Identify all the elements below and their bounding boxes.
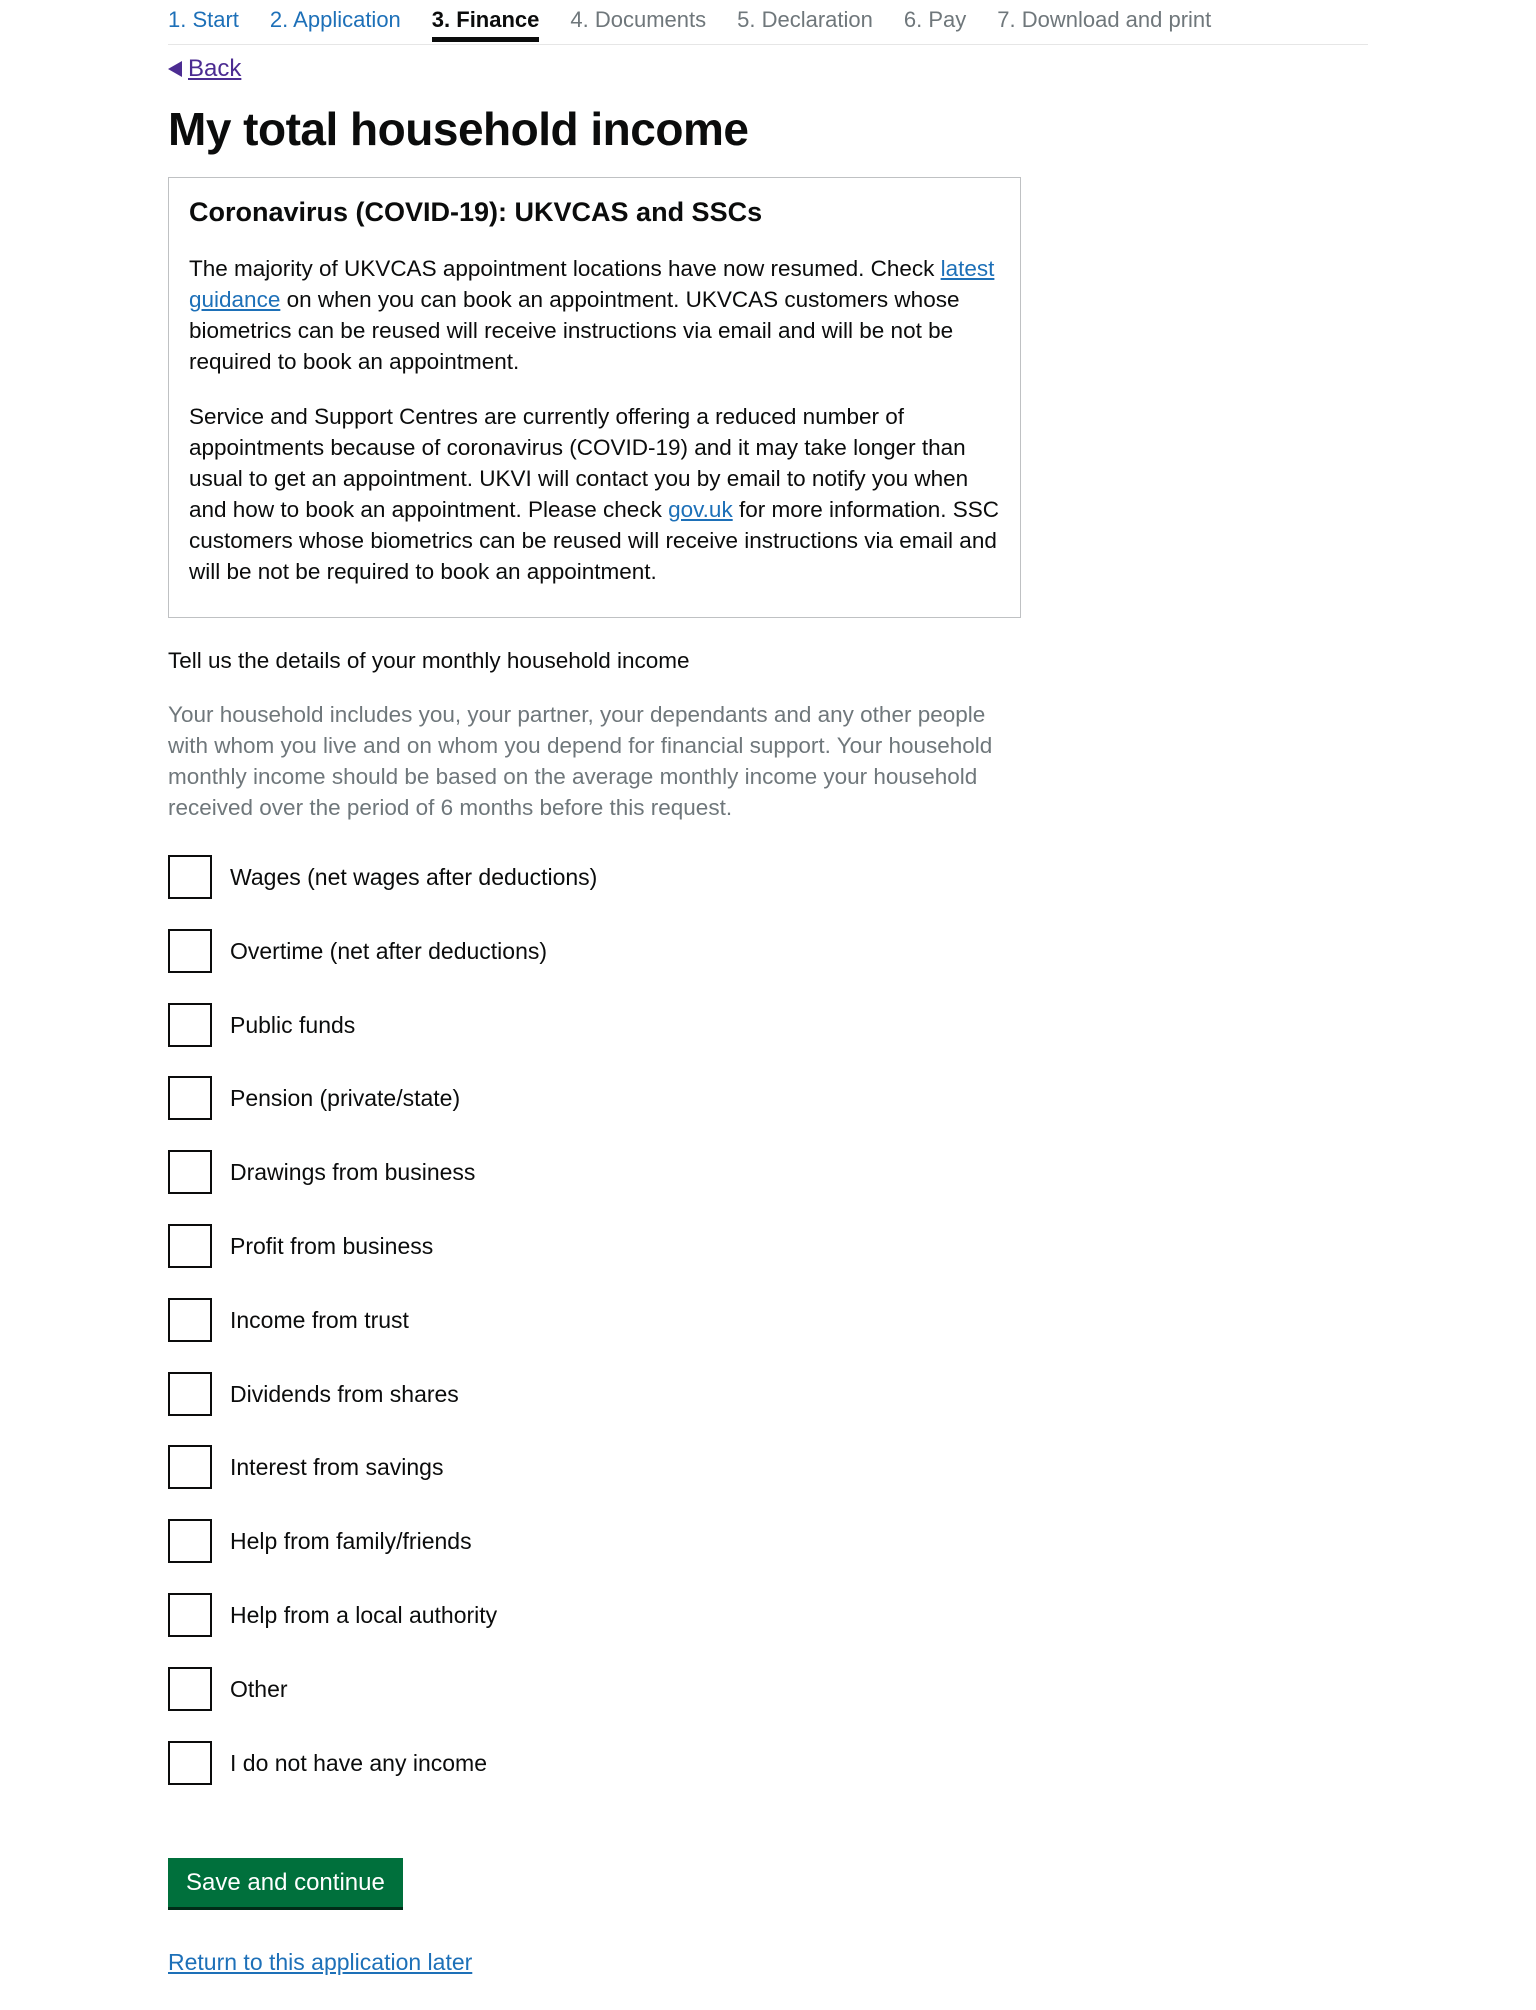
covid-notice — [168, 177, 1021, 618]
income-question: Tell us the details of your monthly household income — [168, 647, 690, 673]
option-no-income[interactable]: I do not have any income — [168, 1739, 1368, 1787]
latest-guidance-link[interactable]: latest guidance — [189, 255, 995, 312]
notice-title: Coronavirus (COVID-19): UKVCAS and SSCs — [189, 196, 763, 227]
option-profit-from-business[interactable]: Profit from business — [168, 1222, 1368, 1270]
gov-uk-link[interactable]: gov.uk — [668, 496, 733, 522]
checkbox[interactable] — [168, 1224, 212, 1268]
checkbox[interactable] — [168, 1519, 212, 1563]
back-link[interactable]: Back — [188, 55, 242, 82]
step-start[interactable]: 1. Start — [168, 7, 239, 32]
checkbox[interactable] — [168, 1667, 212, 1711]
income-options — [168, 853, 1368, 1787]
step-documents: 4. Documents — [570, 7, 707, 32]
save-and-continue-button[interactable]: Save and continue — [168, 1858, 403, 1907]
checkbox[interactable] — [168, 1076, 212, 1120]
step-declaration: 5. Declaration — [737, 7, 873, 32]
option-dividends[interactable]: Dividends from shares — [168, 1370, 1368, 1418]
option-help-from-local-authority[interactable]: Help from a local authority — [168, 1591, 1368, 1639]
step-pay: 6. Pay — [903, 7, 967, 32]
option-income-from-trust[interactable]: Income from trust — [168, 1296, 1368, 1344]
checkbox[interactable] — [168, 1741, 212, 1785]
checkbox[interactable] — [168, 1445, 212, 1489]
income-hint: Your household includes you, your partner, your dependants and any other people with whom you live and on whom you depend for financial support. Your household monthly income should be based on the average monthly income your household received over the period of 6 months before this request. — [168, 701, 993, 820]
checkbox[interactable] — [168, 1298, 212, 1342]
checkbox[interactable] — [168, 1150, 212, 1194]
back-link-container — [168, 54, 241, 84]
page — [168, 0, 1368, 1977]
triangle-left-icon — [168, 61, 182, 77]
checkbox[interactable] — [168, 929, 212, 973]
option-other[interactable]: Other — [168, 1665, 1368, 1713]
checkbox[interactable] — [168, 1372, 212, 1416]
return-later-container — [168, 1947, 1368, 1977]
option-overtime[interactable]: Overtime (net after deductions) — [168, 927, 1368, 975]
notice-paragraph-ssc: Service and Support Centres are currently offering a reduced number of appointments because of coronavirus (COVID-19) and it may take longer than usual to get an appointment. UKVI will contact you by email to notify you when and how to book an appointment. Please check gov.uk for more information. SSC customers whose biometrics can be reused will receive instructions via email and will be not be required to book an appointment. — [189, 403, 1000, 584]
option-public-funds[interactable]: Public funds — [168, 1001, 1368, 1049]
checkbox[interactable] — [168, 1003, 212, 1047]
option-pension[interactable]: Pension (private/state) — [168, 1074, 1368, 1122]
checkbox[interactable] — [168, 1593, 212, 1637]
checkbox[interactable] — [168, 855, 212, 899]
option-drawings-from-business[interactable]: Drawings from business — [168, 1148, 1368, 1196]
page-title: My total household income — [168, 103, 749, 155]
step-application[interactable]: 2. Application — [269, 7, 401, 32]
notice-paragraph-ukvcas: The majority of UKVCAS appointment locations have now resumed. Check latest guidance on when you can book an appointment. UKVCAS customers whose biometrics can be reused will receive instructions via email and will be not be required to book an appointment. — [189, 255, 995, 374]
return-later-link[interactable]: Return to this application later — [168, 1949, 473, 1976]
option-interest-from-savings[interactable]: Interest from savings — [168, 1443, 1368, 1491]
option-wages[interactable]: Wages (net wages after deductions) — [168, 853, 1368, 901]
step-finance: 3. Finance — [432, 0, 540, 40]
option-help-from-family[interactable]: Help from family/friends — [168, 1517, 1368, 1565]
step-download-and-print: 7. Download and print — [997, 7, 1212, 32]
progress-steps — [168, 0, 1368, 45]
